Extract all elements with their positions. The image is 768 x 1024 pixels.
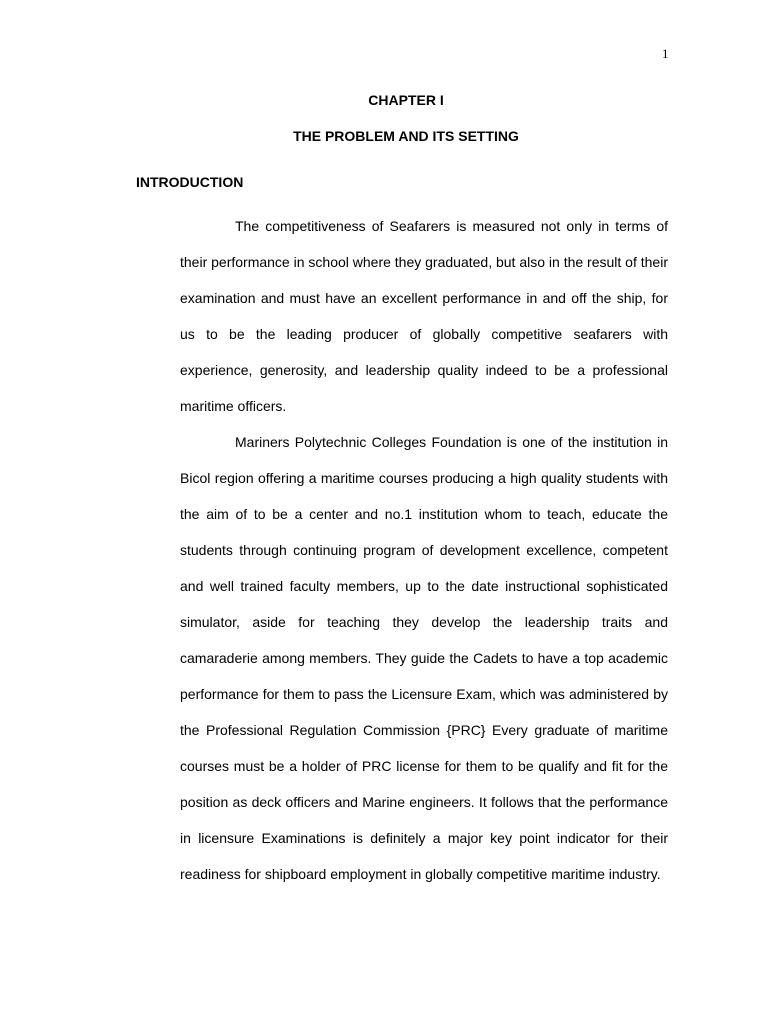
page-number: 1 bbox=[662, 46, 669, 61]
section-heading: INTRODUCTION bbox=[136, 174, 244, 190]
paragraph-2: Mariners Polytechnic Colleges Foundation is one of the institution in Bicol region offering a maritime courses producing a high quality students with the aim of to be a center and no.1 institution whom to teach, educate the students through continuing program of development excellence, competent and well trained faculty members, up to the date instructional sophisticated simulator, aside for teaching they develop the leadership traits and camaraderie among members. They guide the Cadets to have a top academic performance for them to pass the Licensure Exam, which was administered by the Professional Regulation Commission {PRC} Every graduate of maritime courses must be a holder of PRC license for them to be qualify and fit for the position as deck officers and Marine engineers. It follows that the performance in licensure Examinations is definitely a major key point indicator for their readiness for shipboard employment in globally competitive maritime industry. bbox=[180, 434, 668, 882]
chapter-subtitle: THE PROBLEM AND ITS SETTING bbox=[293, 128, 519, 144]
body-text bbox=[180, 208, 668, 892]
chapter-title: CHAPTER I bbox=[368, 92, 444, 108]
paragraph-1: The competitiveness of Seafarers is measured not only in terms of their performance in school where they graduated, but also in the result of their examination and must have an excellent performance in and off the ship, for us to be the leading producer of globally competitive seafarers with experience, generosity, and leadership quality indeed to be a professional maritime officers. bbox=[180, 218, 668, 414]
